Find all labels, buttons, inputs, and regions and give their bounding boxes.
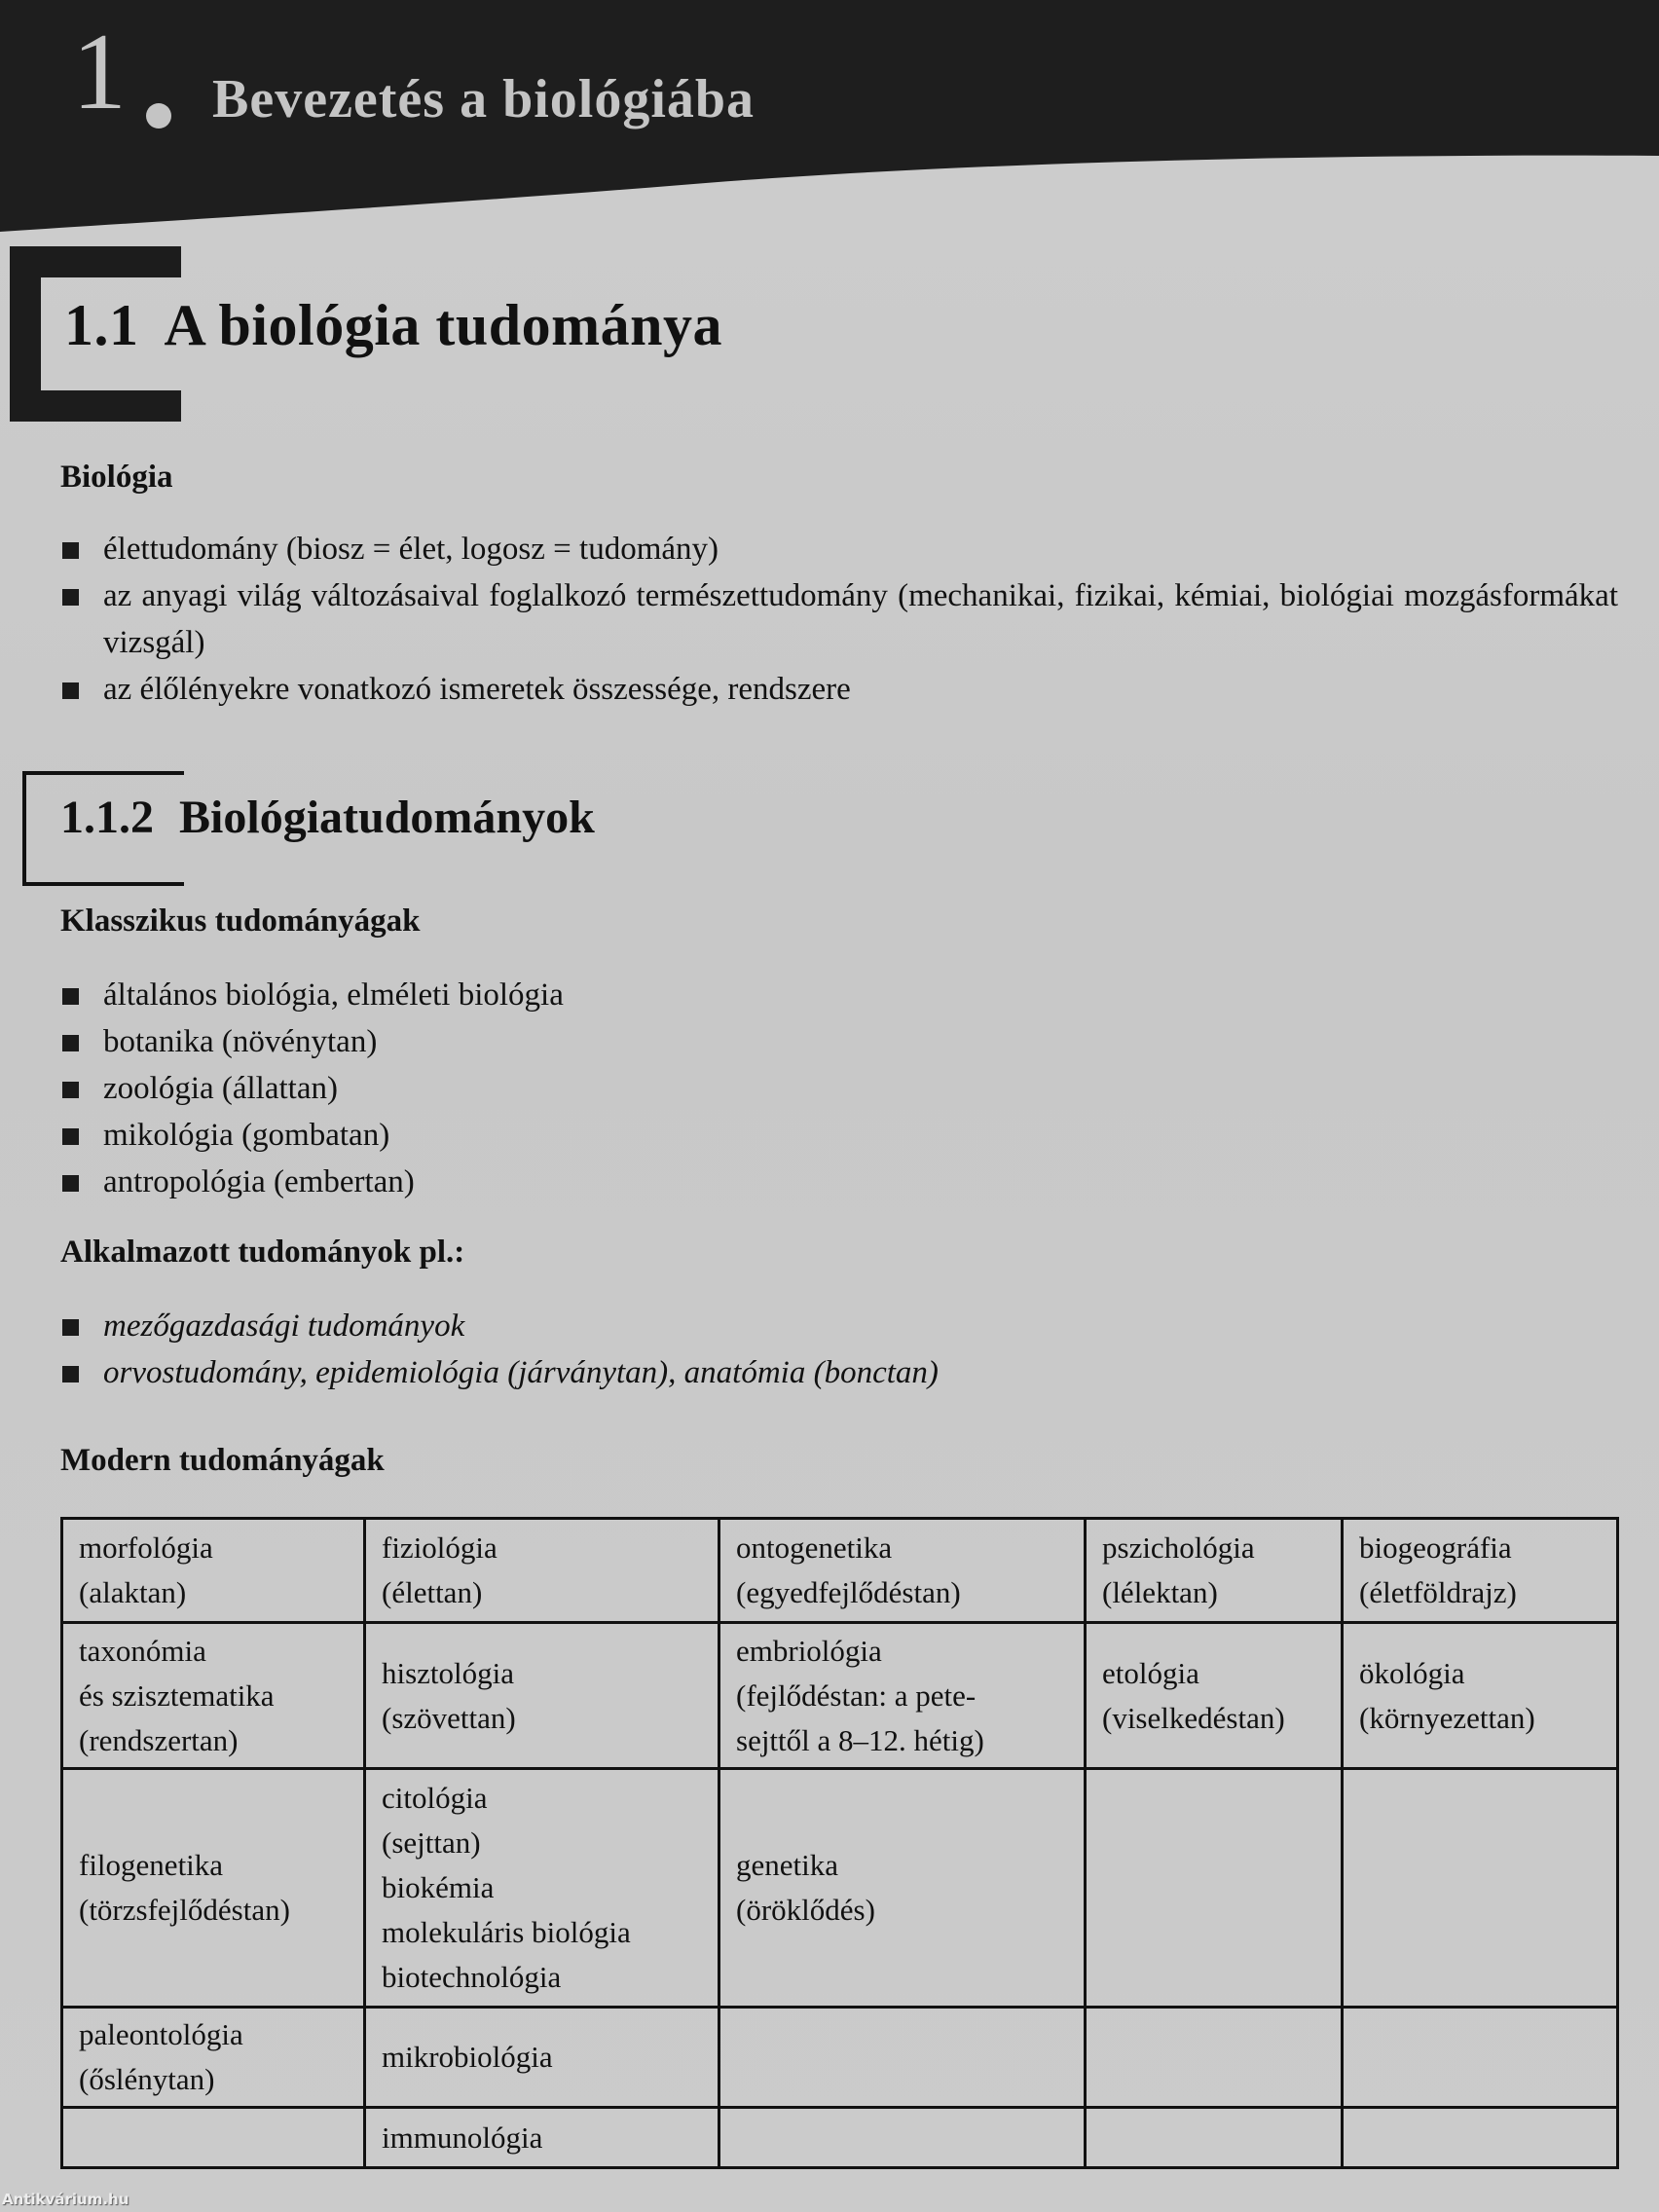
section-number: 1.1 <box>64 293 139 357</box>
list-item: zoológia (állattan) <box>60 1065 937 1112</box>
list-item: az élőlényekre vonatkozó ismeretek összessége, rendszere <box>60 666 1618 713</box>
modern-disciplines-table <box>60 1517 1619 2169</box>
table-row <box>62 2008 1618 2108</box>
section-title-1-1-2 <box>60 791 595 844</box>
cell-text: pszichológia <box>1102 1530 1255 1565</box>
cell-text: citológia <box>382 1781 488 1815</box>
chapter-number-dot <box>146 103 171 129</box>
cell-text: (sejttan) <box>382 1825 481 1860</box>
cell-text: (viselkedéstan) <box>1102 1700 1285 1735</box>
table-row <box>62 2108 1618 2168</box>
table-cell <box>719 2008 1086 2108</box>
cell-text: (rendszertan) <box>79 1722 239 1757</box>
subheading-modern: Modern tudományágak <box>60 1443 385 1478</box>
table-cell <box>365 2008 719 2108</box>
cell-text: filogenetika <box>79 1848 224 1882</box>
table-cell <box>1086 1769 1343 2008</box>
cell-text: etológia <box>1102 1655 1199 1690</box>
cell-text: és szisztematika <box>79 1677 275 1713</box>
cell-text: paleontológia <box>79 2017 243 2051</box>
classic-disciplines-list <box>60 972 937 1205</box>
cell-text: (egyedfejlődéstan) <box>736 1575 961 1609</box>
table-cell <box>1343 1519 1618 1623</box>
section-title-1-1 <box>64 292 722 359</box>
table-cell <box>1343 2008 1618 2108</box>
table-cell <box>1086 2108 1343 2168</box>
section-number: 1.1.2 <box>60 792 154 843</box>
table-cell <box>62 1623 365 1769</box>
table-cell <box>365 1519 719 1623</box>
cell-text: ontogenetika <box>736 1530 893 1565</box>
cell-text: ökológia <box>1359 1655 1465 1690</box>
cell-text: morfológia <box>79 1530 213 1565</box>
cell-text: biokémia <box>382 1870 495 1904</box>
list-item: élettudomány (biosz = élet, logosz = tudomány) <box>60 526 1618 572</box>
cell-text: sejttől a 8–12. hétig) <box>736 1722 984 1757</box>
cell-text: fiziológia <box>382 1530 498 1565</box>
cell-text: (lélektan) <box>1102 1575 1218 1609</box>
cell-text: genetika <box>736 1848 839 1882</box>
cell-text: (életföldrajz) <box>1359 1575 1517 1609</box>
cell-text: embriológia <box>736 1633 882 1668</box>
watermark: Antikvárium.hu <box>2 2191 129 2208</box>
section-title-text: A biológia tudománya <box>164 293 722 357</box>
subheading-biologia: Biológia <box>60 460 173 495</box>
table-row <box>62 1769 1618 2008</box>
cell-text: (őslénytan) <box>79 2062 215 2096</box>
cell-text: (környezettan) <box>1359 1700 1535 1735</box>
table-cell <box>1343 1623 1618 1769</box>
list-item: orvostudomány, epidemiológia (járványtan), anatómia (bonctan) <box>60 1349 1229 1396</box>
chapter-banner <box>0 0 1659 243</box>
table-cell <box>719 1769 1086 2008</box>
table-cell <box>365 2108 719 2168</box>
table-cell <box>1086 1623 1343 1769</box>
cell-text: (alaktan) <box>79 1575 187 1609</box>
cell-text: (törzsfejlődéstan) <box>79 1893 290 1927</box>
list-item: általános biológia, elméleti biológia <box>60 972 937 1018</box>
table-cell <box>62 2108 365 2168</box>
table-cell <box>365 1769 719 2008</box>
chapter-title: Bevezetés a biológiába <box>212 69 756 129</box>
list-item: az anyagi világ változásaival foglalkozó természettudomány (mechanikai, fizikai, kémiai, biológiai mozgásformákat vizsgál) <box>60 572 1618 666</box>
list-item: botanika (növénytan) <box>60 1018 937 1065</box>
list-item: antropológia (embertan) <box>60 1159 937 1205</box>
table-cell <box>1343 1769 1618 2008</box>
cell-text: mikrobiológia <box>382 2040 553 2074</box>
cell-text: taxonómia <box>79 1633 206 1668</box>
cell-text: immunológia <box>382 2120 543 2155</box>
table-cell <box>365 1623 719 1769</box>
table-cell <box>1086 2008 1343 2108</box>
table-cell <box>1086 1519 1343 1623</box>
cell-text: (szövettan) <box>382 1700 516 1735</box>
table-row <box>62 1519 1618 1623</box>
cell-text: biogeográfia <box>1359 1530 1512 1565</box>
subheading-applied: Alkalmazott tudományok pl.: <box>60 1235 465 1270</box>
biologia-definition-list <box>60 526 1618 713</box>
table-cell <box>719 2108 1086 2168</box>
table-cell <box>719 1623 1086 1769</box>
chapter-number: 1 <box>72 12 127 132</box>
list-item: mikológia (gombatan) <box>60 1112 937 1159</box>
table-cell <box>62 1519 365 1623</box>
applied-disciplines-list <box>60 1303 1229 1396</box>
table-row <box>62 1623 1618 1769</box>
cell-text: (élettan) <box>382 1575 483 1609</box>
cell-text: (öröklődés) <box>736 1893 875 1927</box>
table-cell <box>719 1519 1086 1623</box>
table-cell <box>62 2008 365 2108</box>
cell-text: biotechnológia <box>382 1960 562 1994</box>
subheading-classic: Klasszikus tudományágak <box>60 903 421 939</box>
section-title-text: Biológiatudományok <box>179 792 595 843</box>
table-cell <box>1343 2108 1618 2168</box>
cell-text: molekuláris biológia <box>382 1915 631 1949</box>
cell-text: hisztológia <box>382 1655 515 1690</box>
list-item: mezőgazdasági tudományok <box>60 1303 1229 1349</box>
cell-text: (fejlődéstan: a pete- <box>736 1677 977 1713</box>
table-cell <box>62 1769 365 2008</box>
